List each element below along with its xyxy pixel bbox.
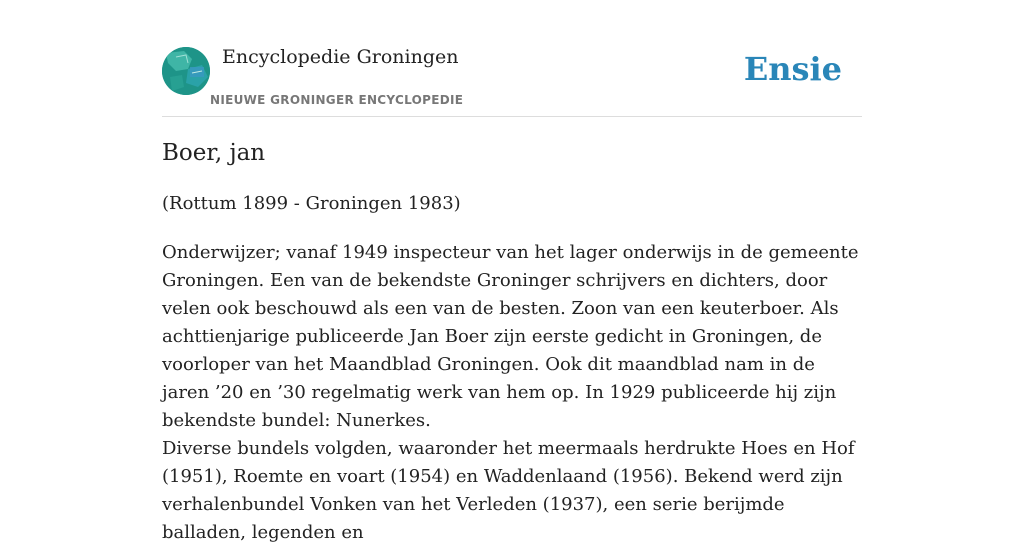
brand-logo[interactable]: Ensie [743, 50, 842, 88]
site-header [162, 0, 862, 117]
article-paragraph: Diverse bundels volgden, waaronder het meermaals herdrukte Hoes en Hof (1951), Roemte en voart (1954) en Waddenlaand (1956). Bekend werd zijn verhalenbundel Vonken van het Verleden (1937), een serie berijmde balladen, legenden en [162, 438, 855, 543]
article-title: Boer, jan [162, 140, 266, 166]
article-paragraph: Onderwijzer; vanaf 1949 inspecteur van het lager onderwijs in de gemeente Groningen. Een van de bekendste Groninger schrijvers en dichters, door velen ook beschouwd als een van de besten. Zoon van een keuterboer. Als achttienjarige publiceerde Jan Boer zijn eerste gedicht in Groningen, de voorloper van het Maandblad Groningen. Ook dit maandblad nam in de jaren ’20 en ’30 regelmatig werk van hem op. In 1929 publiceerde hij zijn bekendste bundel: Nunerkes. [162, 242, 859, 431]
article-dates: (Rottum 1899 - Groningen 1983) [162, 193, 461, 214]
page [162, 0, 862, 543]
site-subtitle: NIEUWE GRONINGER ENCYCLOPEDIE [210, 93, 464, 107]
map-icon[interactable] [162, 47, 210, 95]
site-title[interactable]: Encyclopedie Groningen [222, 46, 459, 68]
